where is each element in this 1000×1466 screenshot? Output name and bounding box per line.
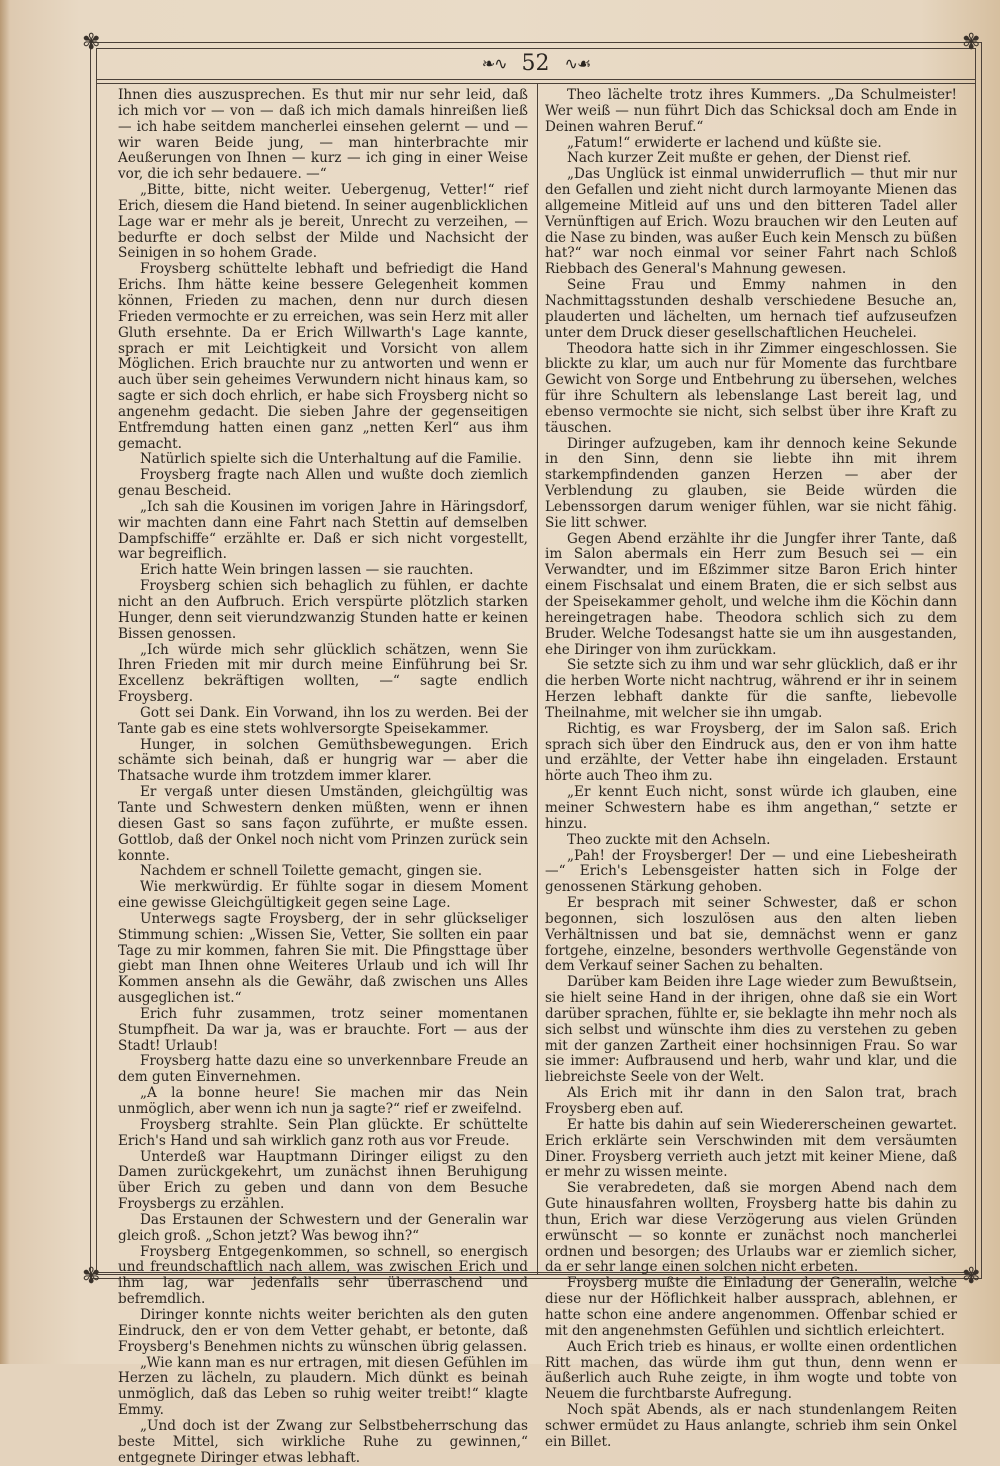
paragraph: Sie verabredeten, daß sie morgen Abend nach dem Gute hinausfahren wollten, Froysberg hatte bis dahin zu thun, Erich war diese Verzögerung aus vielen Gründen erwünscht — so konnte er zunächst noch mancherlei ordnen und besorgen; des Urlaubs war er ziemlich sicher, da er sehr lange einen solchen nicht erbeten.: [545, 1180, 957, 1276]
paragraph: Gegen Abend erzählte ihr die Jungfer ihrer Tante, daß im Salon abermals ein Herr zum Besuch sei — ein Verwandter, und im Eßzimmer sitze Baron Erich hinter einem Fischsalat und einem Braten, die er sich selbst aus der Speisekammer geholt, und welche ihm die Köchin dann hereingetragen habe. Theodora schlich sich zu dem Bruder. Welche Todesangst hatte sie um ihn ausgestanden, ehe Diringer von ihm zurückkam.: [545, 530, 957, 658]
paragraph: Froysberg Entgegenkommen, so schnell, so energisch und freundschaftlich nach allem, was zwischen Erich und ihm lag, war jedenfalls sehr überraschend und befremdlich.: [118, 1243, 528, 1308]
header-swirl-left-icon: ❧∿: [481, 54, 507, 73]
paragraph: Als Erich mit ihr dann in den Salon trat, brach Froysberg eben auf.: [545, 1085, 957, 1117]
paragraph: Theodora hatte sich in ihr Zimmer eingeschlossen. Sie blickte zu klar, um auch nur für Momente das furchtbare Gewicht von Sorge und Entbehrung zu übersehen, welches für ihre Schultern als lebenslange Last bereit lag, und ebenso vermochte sie nicht, sich selbst über ihre Kraft zu täuschen.: [545, 340, 957, 436]
text-column-left: [118, 87, 528, 1466]
corner-ornament-icon: ✾: [962, 1264, 981, 1289]
header-swirl-right-icon: ∿☙: [564, 54, 591, 73]
header-rule-double: [96, 83, 976, 84]
paragraph: Erich hatte Wein bringen lassen — sie rauchten.: [140, 562, 474, 579]
paragraph: Gott sei Dank. Ein Vorwand, ihn los zu werden. Bei der Tante gab es eine stets wohlversorgte Speisekammer.: [118, 704, 528, 737]
paragraph: „A la bonne heure! Sie machen mir das Nein unmöglich, aber wenn ich nun ja sagte?“ rief er zweifelnd.: [118, 1085, 528, 1117]
text-column-right: [545, 87, 957, 1450]
paragraph: „Und doch ist der Zwang zur Selbstbeherrschung das beste Mittel, sich wirkliche Ruhe zu gewinnen,“ entgegnete Diringer etwas lebhaft.: [118, 1417, 528, 1466]
paragraph: „Ich sah die Kousinen im vorigen Jahre in Häringsdorf, wir machten dann eine Fahrt nach Stettin auf demselben Dampfschiffe“ erzählte er. Daß er sich nicht vorgestellt, war begreiflich.: [118, 498, 528, 563]
corner-ornament-icon: ✾: [82, 30, 101, 55]
paragraph: Er vergaß unter diesen Umständen, gleichgültig was Tante und Schwestern denken müßten, wenn er ihnen diesen Gast so sans façon zuführte, er mußte essen. Gottlob, daß der Onkel noch nicht vom Prinzen zurück sein konnte.: [118, 784, 528, 864]
corner-ornament-icon: ✾: [962, 30, 981, 55]
paragraph: „Das Unglück ist einmal unwiderruflich — thut mir nur den Gefallen und zieht nicht durch larmoyante Mienen das allgemeine Mitleid auf uns und den bitteren Tadel aller Vernünftigen auf Erich. Wozu brauchen wir den Leuten auf die Nase zu binden, was außer Euch kein Mensch zu büßen hat?“ war noch einmal vor seiner Fahrt nach Schloß Riebbach des General's Mahnung gewesen.: [545, 166, 957, 278]
paragraph: „Ich würde mich sehr glücklich schätzen, wenn Sie Ihren Frieden mit mir durch meine Einführung bei Sr. Excellenz bekräftigen wollten, —“ sagte endlich Froysberg.: [118, 641, 528, 706]
paragraph: Hunger, in solchen Gemüthsbewegungen. Erich schämte sich beinah, daß er hungrig war — aber die Thatsache wurde ihm trotzdem immer klarer.: [118, 736, 528, 785]
paragraph: „Fatum!“ erwiderte er lachend und küßte sie.: [567, 134, 882, 151]
paragraph: Theo zuckte mit den Achseln.: [567, 831, 771, 848]
paragraph: Froysberg fragte nach Allen und wußte doch ziemlich genau Bescheid.: [118, 467, 528, 500]
paragraph: Froysberg schüttelte lebhaft und befriedigt die Hand Erichs. Ihm hätte keine bessere Gelegenheit kommen können, Frieden zu machen, denn nur durch diesen Frieden vermochte er zu erreichen, was sein Herz mit aller Gluth ersehnte. Da er Erich Willwarth's Lage kannte, sprach er mit Leichtigkeit und Vorsicht von allem Möglichen. Erich brauchte nur zu antworten und wenn er auch über sein geheimes Verwundern nicht hinaus kam, so sagte er sich doch ehrlich, er habe sich Froysberg nicht so angenehm gedacht. Die sieben Jahre der gegenseitigen Entfremdung hatten einen ganz „netten Kerl“ aus ihm gemacht.: [118, 261, 528, 452]
paragraph: Froysberg mußte die Einladung der Generalin, welche diese nur der Höflichkeit halber aussprach, ablehnen, er hatte schon eine andere angenommen. Offenbar schied er mit den angenehmsten Gefühlen und sichtlich erleichtert.: [545, 1275, 957, 1339]
paragraph: Er hatte bis dahin auf sein Wiedererscheinen gewartet. Erich erklärte sein Verschwinden mit dem versäumten Diner. Froysberg verrieth auch jetzt mit keiner Miene, daß er mehr zu wissen meinte.: [545, 1116, 957, 1181]
corner-ornament-icon: ✾: [82, 1264, 101, 1289]
paragraph: Froysberg schien sich behaglich zu fühlen, er dachte nicht an den Aufbruch. Erich verspürte plötzlich starken Hunger, denn seit vierundzwanzig Stunden hatte er keinen Bissen genossen.: [118, 578, 528, 642]
paragraph: Sie setzte sich zu ihm und war sehr glücklich, daß er ihr die herben Worte nicht nachtrug, während er ihr in seinem Herzen lebhaft dankte für die sanfte, liebevolle Theilnahme, mit welcher sie ihn umgab.: [545, 657, 957, 721]
paragraph: Seine Frau und Emmy nahmen in den Nachmittagsstunden deshalb verschiedene Besuche an, plauderten und lächelten, um hernach tief aufzuseufzen unter dem Druck dieser gesellschaftlichen Heuchelei.: [545, 277, 957, 341]
paragraph: Nach kurzer Zeit mußte er gehen, der Dienst rief.: [567, 150, 912, 167]
paragraph: Erich fuhr zusammen, trotz seiner momentanen Stumpfheit. Da war ja, was er brauchte. Fort — aus der Stadt! Urlaub!: [118, 1005, 528, 1054]
paragraph: Froysberg hatte dazu eine so unverkennbare Freude an dem guten Einvernehmen.: [118, 1053, 528, 1086]
paragraph: Nachdem er schnell Toilette gemacht, gingen sie.: [140, 863, 483, 880]
column-divider: [537, 84, 538, 1274]
paragraph: Das Erstaunen der Schwestern und der Generalin war gleich groß. „Schon jetzt? Was bewog ihn?“: [118, 1211, 528, 1244]
paragraph: Richtig, es war Froysberg, der im Salon saß. Erich sprach sich über den Eindruck aus, den er von ihm hatte und erzählte, der Vetter habe ihn eingeladen. Erstaunt hörte auch Theo ihm zu.: [545, 720, 957, 785]
paragraph: Natürlich spielte sich die Unterhaltung auf die Familie.: [140, 451, 522, 468]
header-rule: [96, 79, 976, 80]
paragraph: Diringer konnte nichts weiter berichten als den guten Eindruck, den er von dem Vetter gehabt, er betonte, daß Froysberg's Benehmen nichts zu wünschen übrig gelassen.: [118, 1306, 528, 1355]
paragraph: Diringer aufzugeben, kam ihr dennoch keine Sekunde in den Sinn, denn sie liebte ihn mit ihrem starkempfindenden ganzen Herzen — aber der Verblendung zu glauben, sie Beide würden die Lebenssorgen darum weniger fühlen, war sie nicht fähig. Sie litt schwer.: [545, 435, 957, 531]
paragraph: Theo lächelte trotz ihres Kummers. „Da Schulmeister! Wer weiß — nun führt Dich das Schicksal doch am Ende in Deinen wahren Beruf.“: [545, 87, 957, 135]
page-number: 52: [521, 51, 550, 76]
paragraph: „Bitte, bitte, nicht weiter. Uebergenug, Vetter!“ rief Erich, diesem die Hand bietend. In seiner augenblicklichen Lage war er mehr als je bereit, Unrecht zu verzeihen, — bedurfte er doch selbst der Milde und Nachsicht der Seinigen in so hohem Grade.: [118, 182, 528, 262]
paragraph: „Wie kann man es nur ertragen, mit diesen Gefühlen im Herzen zu lächeln, zu plaudern. Mich dünkt es beinah unmöglich, daß das Leben so ruhig weiter treibt!“ klagte Emmy.: [118, 1354, 528, 1419]
paragraph: Noch spät Abends, als er nach stundenlangem Reiten schwer ermüdet zu Haus anlangte, schrieb ihm sein Onkel ein Billet.: [545, 1402, 957, 1450]
binding-shadow: [0, 0, 10, 1364]
paragraph: Froysberg strahlte. Sein Plan glückte. Er schüttelte Erich's Hand und sah wirklich ganz roth aus vor Freude.: [118, 1116, 528, 1149]
paragraph: Unterdeß war Hauptmann Diringer eiligst zu den Damen zurückgekehrt, um zunächst ihnen Beruhigung über Erich zu geben und dann von dem Besuche Froysbergs zu erzählen.: [118, 1148, 528, 1213]
paragraph: Darüber kam Beiden ihre Lage wieder zum Bewußtsein, sie hielt seine Hand in der ihrigen, ohne daß sie ein Wort darüber sprachen, fühlte er, sie beklagte ihn mehr noch als sich selbst und wünschte ihm dies zu verstehen zu geben mit der ganzen Zartheit einer hochsinnigen Frau. So war sie immer: Aufbrausend und herb, wahr und klar, und die liebreichste Seele von der Welt.: [545, 974, 957, 1086]
paragraph: Auch Erich trieb es hinaus, er wollte einen ordentlichen Ritt machen, das würde ihm gut thun, denn wenn er äußerlich auch Ruhe zeigte, in ihm wogte und tobte von Neuem die furchtbarste Aufregung.: [545, 1338, 957, 1403]
paragraph: Unterwegs sagte Froysberg, der in sehr glückseliger Stimmung schien: „Wissen Sie, Vetter, Sie sollten ein paar Tage zu mir kommen, fahren Sie mit. Die Pfingsttage über giebt man Ihnen ohne Weiteres Urlaub und ich will Ihr Kommen ansehn als die Gewähr, daß zwischen uns Alles ausgeglichen ist.“: [118, 910, 528, 1007]
page-header: [96, 50, 976, 78]
paragraph: Ihnen dies auszusprechen. Es thut mir nur sehr leid, daß ich mich vor — von — daß ich mich damals hinreißen ließ — ich habe seitdem mancherlei einsehen gelernt — und — wir waren Beide jung, — man hinterbrachte mir Aeußerungen von Ihnen — kurz — ich ging in einer Weise vor, die ich sehr bedauere. —“: [118, 87, 528, 183]
paragraph: Er besprach mit seiner Schwester, daß er schon begonnen, sich loszulösen aus den alten lieben Verhältnissen und bat sie, demnächst wenn er ganz fortgehe, einzelne, besonders werthvolle Gegenstände von dem Verkauf seiner Sachen zu behalten.: [545, 895, 957, 975]
paragraph: „Er kennt Euch nicht, sonst würde ich glauben, eine meiner Schwestern habe es ihm angethan,“ setzte er hinzu.: [545, 784, 957, 832]
paragraph: „Pah! der Froysberger! Der — und eine Liebesheirath —“ Erich's Lebensgeister hatten sich in Folge der genossenen Stärkung gehoben.: [545, 847, 957, 896]
paragraph: Wie merkwürdig. Er fühlte sogar in diesem Moment eine gewisse Gleichgültigkeit gegen seine Lage.: [118, 879, 528, 912]
